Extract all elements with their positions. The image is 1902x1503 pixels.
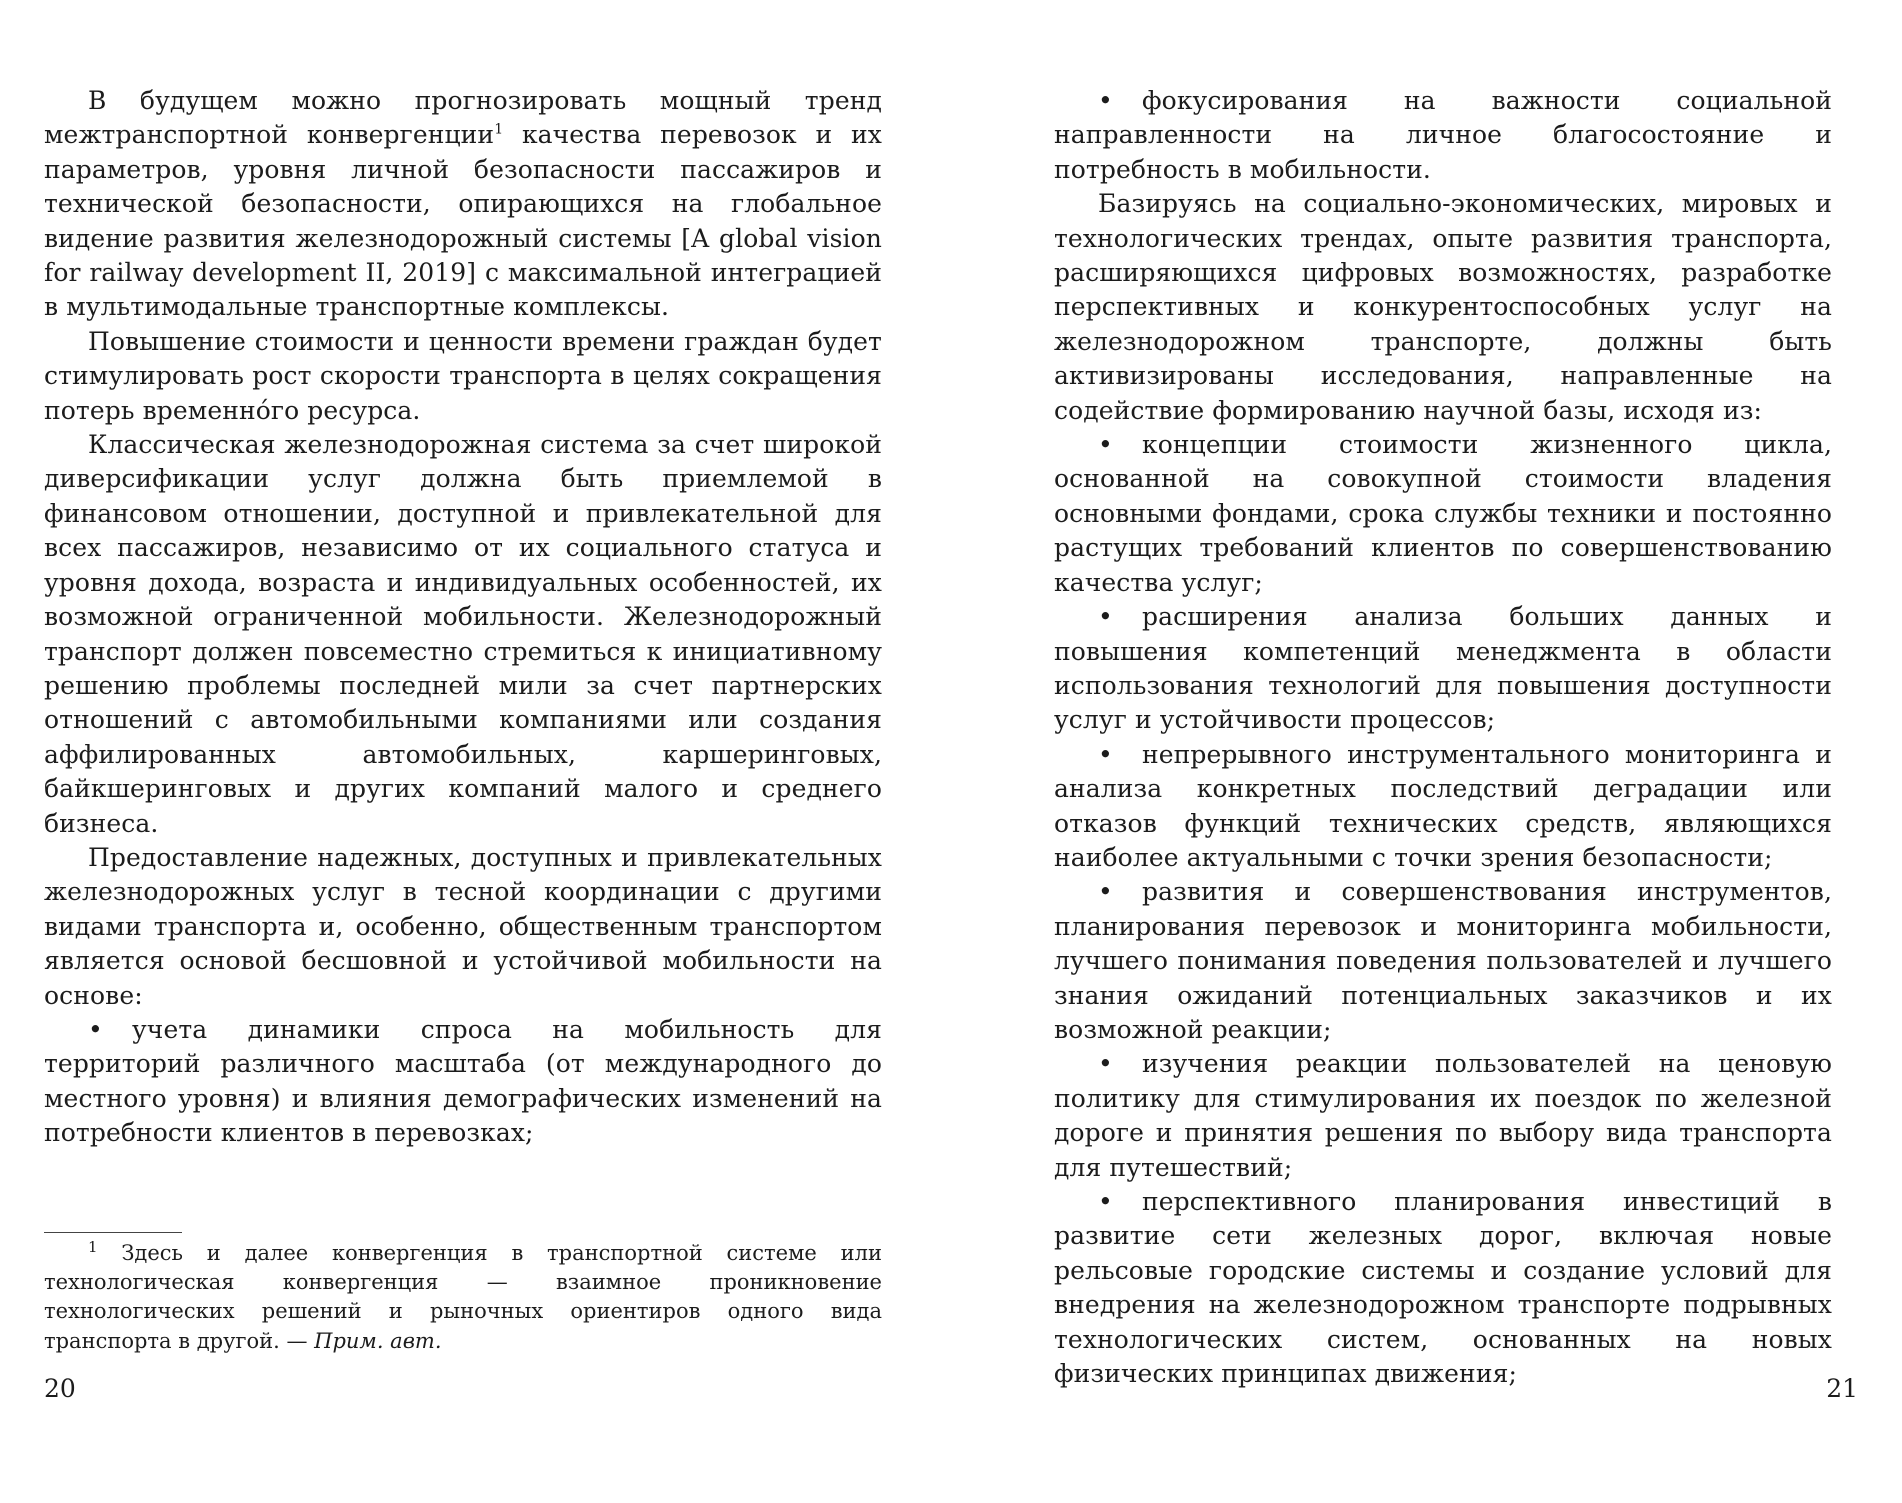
bullet-icon: • [1098, 739, 1113, 769]
bullet-icon: • [1098, 602, 1113, 632]
paragraph: В будущем можно прогнозировать мощный тренд межтранспортной конвергенции$^1$ качества перевозок и их параметров, уровня личной безопасности пассажиров и технической безопасности, опирающихся на глобальное видение развития железнодорожный системы [A global vision for railway development II, 2019] с максимальной интеграцией в мультимодальные транспортные комплексы. [44, 86, 882, 322]
bullet-icon: • [1098, 430, 1113, 460]
footnote-divider [44, 1232, 182, 1233]
right-page [951, 0, 1902, 1503]
footnote-number: 1 [88, 1238, 98, 1256]
bullet-item: • изучения реакции пользователей на ценовую политику для стимулирования их поездок по железной дороге и принятия решения по выбору вида транспорта для путешествий; [1054, 1049, 1832, 1182]
author-note: Прим. авт. [314, 1328, 442, 1353]
bullet-item: • расширения анализа больших данных и повышения компетенций менеджмента в области использования технологий для повышения доступности услуг и устойчивости процессов; [1054, 602, 1832, 735]
bullet-icon: • [1098, 86, 1113, 115]
bullet-item: • перспективного планирования инвестиций в развитие сети железных дорог, включая новые рельсовые городские системы и создание условий для внедрения на железнодорожном транспорте подрывных технологических систем, основанных на новых физических принципах движения; [1054, 1187, 1832, 1389]
bullet-item: • учета динамики спроса на мобильность для территорий различного масштаба (от международного до местного уровня) и влияния демографических изменений на потребности клиентов в перевозках; [44, 1014, 882, 1148]
paragraph: Базируясь на социально-экономических, мировых и технологических трендах, опыте развития транспорта, расширяющихся цифровых возможностях, разработке перспективных и конкурентоспособных услуг на железнодорожном транспорте, должны быть активизированы исследования, направленные на содействие формированию научной базы, исходя из: [1054, 189, 1832, 425]
bullet-icon: • [1098, 1049, 1113, 1079]
footnote: $^1$ Здесь и далее конвергенция в транспортной системе или технологическая конвергенция — взаимное проникновение технологических решений и рыночных ориентиров одного вида транспорта в другой. — Прим. авт. [44, 1238, 882, 1353]
bullet-item: • развития и совершенствования инструментов, планирования перевозок и мониторинга мобильности, лучшего понимания поведения пользователей и лучшего знания ожиданий потенциальных заказчиков и их возможной реакции; [1054, 877, 1832, 1044]
paragraph: Классическая железнодорожная система за счет широкой диверсификации услуг должна быть приемлемой в финансовом отношении, доступной и привлекательной для всех пассажиров, независимо от их социального статуса и уровня дохода, возраста и индивидуальных особенностей, их возможной ограниченной мобильности. Железнодорожный транспорт должен повсеместно стремиться к инициативному решению проблемы последней мили за счет партнерских отношений с автомобильными компаниями или создания аффилированных автомобильных, каршеринговых, байкшеринговых и других компаний малого и среднего бизнеса. [44, 430, 882, 838]
bullet-icon: • [1098, 1187, 1113, 1216]
right-page-body [1054, 84, 1832, 1391]
left-page-body [44, 84, 882, 1151]
paragraph: Предоставление надежных, доступных и привлекательных железнодорожных услуг в тесной координации с другими видами транспорта и, особенно, общественным транспортом является основой бесшовной и устойчивой мобильности на основе: [44, 842, 882, 1010]
bullet-item: • непрерывного инструментального мониторинга и анализа конкретных последствий деградации или отказов функций технических средств, являющихся наиболее актуальными с точки зрения безопасности; [1054, 739, 1832, 872]
page-number: 20 [44, 1374, 76, 1403]
bullet-icon: • [1098, 877, 1113, 907]
bullet-item: • концепции стоимости жизненного цикла, основанной на совокупной стоимости владения основными фондами, срока службы техники и постоянно растущих требований клиентов по совершенствованию качества услуг; [1054, 430, 1832, 597]
page-number: 21 [1826, 1374, 1858, 1403]
bullet-item: • фокусирования на важности социальной направленности на личное благосостояние и потребность в мобильности. [1054, 86, 1832, 184]
paragraph: Повышение стоимости и ценности времени граждан будет стимулировать рост скорости транспорта в целях сокращения потерь временно́го ресурса. [44, 326, 882, 425]
footnote-reference: 1 [494, 122, 504, 139]
bullet-icon: • [88, 1014, 103, 1044]
